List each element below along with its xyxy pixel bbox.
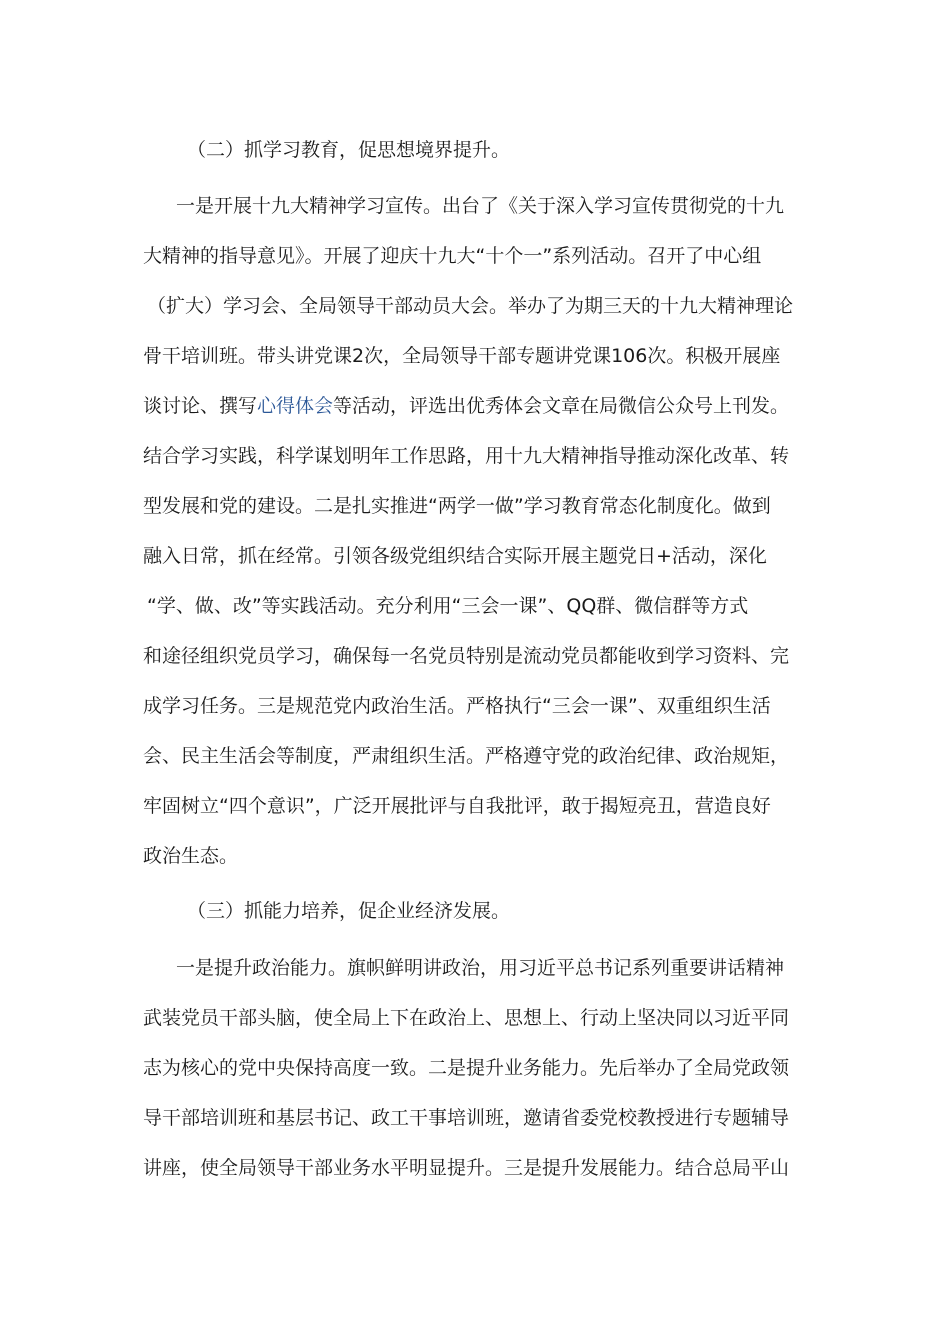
paragraph-line: 大精神的指导意见》。开展了迎庆十九大“十个一”系列活动。召开了中心组 <box>143 245 762 267</box>
paragraph-line: 导干部培训班和基层书记、政工干事培训班，邀请省委党校教授进行专题辅导 <box>143 1107 790 1129</box>
paragraph-line: 骨干培训班。带头讲党课2次，全局领导干部专题讲党课106次。积极开展座 <box>143 345 781 367</box>
paragraph-line: 讲座，使全局领导干部业务水平明显提升。三是提升发展能力。结合总局平山 <box>143 1157 790 1179</box>
paragraph-line: 武装党员干部头脑，使全局上下在政治上、思想上、行动上坚决同以习近平同 <box>143 1007 790 1029</box>
section-heading: （三）抓能力培养，促企业经济发展。 <box>187 900 511 922</box>
paragraph-line: 和途径组织党员学习，确保每一名党员特别是流动党员都能收到学习资料、完 <box>143 645 790 667</box>
line-text: 谈讨论、撰写 <box>143 395 258 417</box>
paragraph-line: 融入日常，抓在经常。引领各级党组织结合实际开展主题党日+活动，深化 <box>143 545 767 567</box>
paragraph-line: （扩大）学习会、全局领导干部动员大会。举办了为期三天的十九大精神理论 <box>147 295 794 317</box>
keyword-link[interactable]: 心得体会 <box>257 395 334 417</box>
paragraph-line: 志为核心的党中央保持高度一致。二是提升业务能力。先后举办了全局党政领 <box>143 1057 790 1079</box>
paragraph-line: “学、做、改”等实践活动。充分利用“三会一课”、QQ群、微信群等方式 <box>147 595 749 617</box>
paragraph-line: 会、民主生活会等制度，严肃组织生活。严格遵守党的政治纪律、政治规矩， <box>143 745 790 767</box>
paragraph-line: 型发展和党的建设。二是扎实推进“两学一做”学习教育常态化制度化。做到 <box>143 495 771 517</box>
paragraph-line: 政治生态。 <box>143 845 239 867</box>
paragraph-line: 牢固树立“四个意识”，广泛开展批评与自我批评，敢于揭短亮丑，营造良好 <box>143 795 771 817</box>
paragraph-line: 一是开展十九大精神学习宣传。出台了《关于深入学习宣传贯彻党的十九 <box>176 195 785 217</box>
paragraph-line: 一是提升政治能力。旗帜鲜明讲政治，用习近平总书记系列重要讲话精神 <box>176 957 785 979</box>
paragraph-line <box>143 393 789 419</box>
section-heading: （二）抓学习教育，促思想境界提升。 <box>187 139 511 161</box>
paragraph-line: 结合学习实践，科学谋划明年工作思路，用十九大精神指导推动深化改革、转 <box>143 445 790 467</box>
line-text: 等活动，评选出优秀体会文章在局微信公众号上刊发。 <box>333 395 790 417</box>
paragraph-line: 成学习任务。三是规范党内政治生活。严格执行“三会一课”、双重组织生活 <box>143 695 771 717</box>
